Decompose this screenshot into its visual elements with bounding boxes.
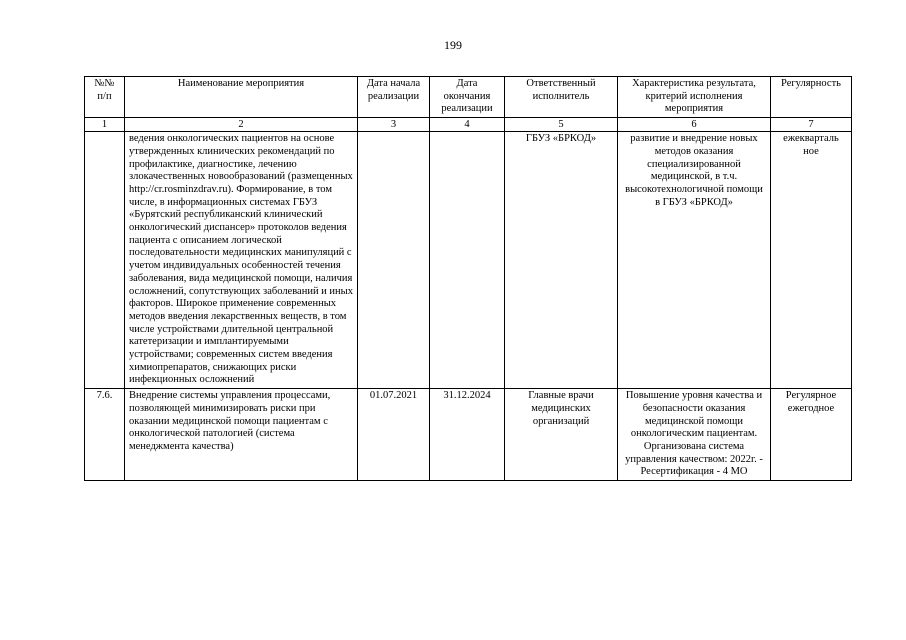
row-number: 7.6. xyxy=(85,389,125,481)
header-result: Характеристика результата, критерий исполнения мероприятия xyxy=(618,77,771,118)
column-number: 7 xyxy=(771,118,852,132)
start-date xyxy=(358,132,430,389)
event-name: Внедрение системы управления процессами, позволяющей минимизировать риски при оказании медицинской помощи пациентам с онкологической патологией (система менеджмента качества) xyxy=(125,389,358,481)
column-number: 6 xyxy=(618,118,771,132)
header-name: Наименование мероприятия xyxy=(125,77,358,118)
regularity: ежекварталь ное xyxy=(771,132,852,389)
result: Повышение уровня качества и безопасности оказания медицинской помощи онкологическим пациентам. Организована система управления качеством: 2022г. - Ресертификация - 4 МО xyxy=(618,389,771,481)
column-number-row xyxy=(85,118,852,132)
header-start-date: Дата начала реализации xyxy=(358,77,430,118)
column-number: 3 xyxy=(358,118,430,132)
header-end-date: Дата окончания реализации xyxy=(430,77,505,118)
column-number: 2 xyxy=(125,118,358,132)
start-date: 01.07.2021 xyxy=(358,389,430,481)
table-row xyxy=(85,389,852,481)
header-row xyxy=(85,77,852,118)
page-number: 199 xyxy=(444,38,462,52)
table-row xyxy=(85,132,852,389)
executor: ГБУЗ «БРКОД» xyxy=(505,132,618,389)
events-table xyxy=(84,76,852,481)
regularity: Регулярное ежегодное xyxy=(771,389,852,481)
header-regularity: Регулярность xyxy=(771,77,852,118)
executor: Главные врачи медицинских организаций xyxy=(505,389,618,481)
column-number: 1 xyxy=(85,118,125,132)
header-executor: Ответственный исполнитель xyxy=(505,77,618,118)
header-number: №№ п/п xyxy=(85,77,125,118)
column-number: 5 xyxy=(505,118,618,132)
event-name: ведения онкологических пациентов на основе утвержденных клинических рекомендаций по профилактике, диагностике, лечению злокачественных новообразований (размещенных http://cr.rosminzdrav.ru). Формирование, в том числе, в информационных системах ГБУЗ «Бурятский республиканский клинический онкологический диспансер» протоколов ведения пациента с описанием логической последовательности медицинских манипуляций с учетом индивидуальных особенностей течения заболевания, вида медицинской помощи, наличия осложнений, сопутствующих заболеваний и иных факторов. Широкое применение современных методов введения лекарственных веществ, в том числе устройствами длительной центральной катетеризации и имплантируемыми устройствами; современных систем введения химиопрепаратов, снижающих риски инфекционных осложнений xyxy=(125,132,358,389)
end-date xyxy=(430,132,505,389)
column-number: 4 xyxy=(430,118,505,132)
end-date: 31.12.2024 xyxy=(430,389,505,481)
result: развитие и внедрение новых методов оказания специализированной медицинской, в т.ч. высокотехнологичной помощи в ГБУЗ «БРКОД» xyxy=(618,132,771,389)
row-number xyxy=(85,132,125,389)
